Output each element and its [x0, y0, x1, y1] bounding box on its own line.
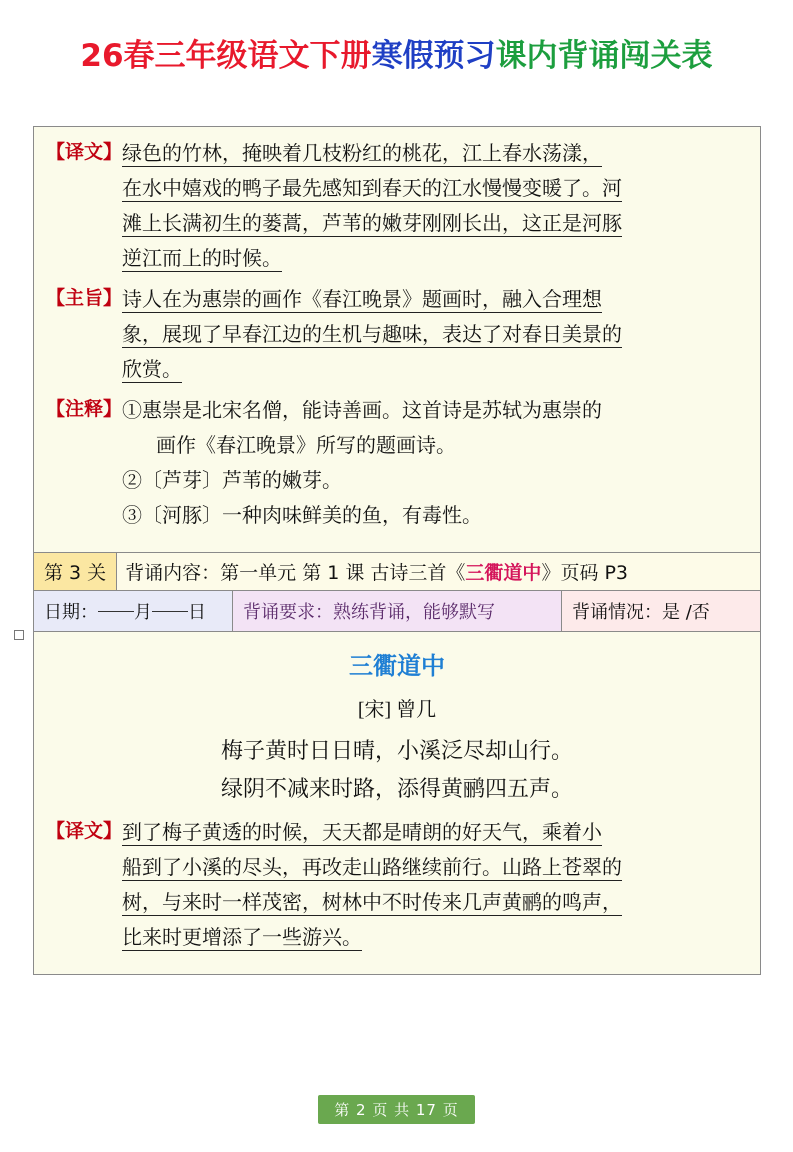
date-month-blank[interactable] [98, 611, 134, 612]
annotation-row [46, 394, 748, 534]
level-poem-name: 三衢道中 [465, 562, 542, 584]
annotation-line-3: ②〔芦芽〕芦苇的嫩芽。 [122, 470, 343, 492]
annotation-line-2: 画作《春江晚景》所写的题画诗。 [156, 435, 457, 457]
page-number-badge: 第 2 页 共 17 页 [318, 1095, 474, 1124]
theme-row [46, 283, 748, 388]
poem-translation-row [46, 816, 748, 956]
status-value[interactable]: 是 /否 [662, 602, 710, 623]
annotation-label: 【注释】 [46, 398, 123, 420]
level-tag: 第 3 关 [34, 553, 117, 590]
title-part-1: 26春三年级语文下册 [80, 38, 372, 74]
poem-section [34, 632, 760, 974]
page-title [0, 30, 793, 75]
requirement-label: 背诵要求： [243, 602, 333, 623]
date-cell[interactable] [34, 591, 233, 631]
info-row [34, 591, 760, 632]
title-part-3: 课内背诵闯关表 [495, 38, 713, 74]
requirement-value: 熟练背诵，能够默写 [333, 602, 495, 623]
poem-translation-line-1: 到了梅子黄透的时候，天天都是晴朗的好天气，乘着小 [122, 822, 603, 844]
title-part-2: 寒假预习 [371, 38, 496, 74]
notes-section [34, 127, 760, 552]
status-cell[interactable] [562, 591, 760, 631]
requirement-cell [233, 591, 562, 631]
poem-translation-label: 【译文】 [46, 820, 123, 842]
date-label: 日期： [44, 602, 98, 623]
margin-marker [14, 630, 24, 640]
translation-line-2: 在水中嬉戏的鸭子最先感知到春天的江水慢慢变暖了。河 [122, 178, 623, 200]
poem-line-2: 绿阴不减来时路，添得黄鹂四五声。 [220, 776, 573, 801]
theme-line-1: 诗人在为惠崇的画作《春江晚景》题画时，融入合理想 [122, 289, 603, 311]
annotation-text [122, 394, 748, 534]
translation-text [122, 137, 748, 277]
level-content [117, 553, 760, 590]
translation-line-1: 绿色的竹林，掩映着几枝粉红的桃花，江上春水荡漾， [122, 143, 603, 165]
poem-translation-text [122, 816, 748, 956]
annotation-line-1: ①惠崇是北宋名僧，能诗善画。这首诗是苏轼为惠崇的 [122, 400, 603, 422]
theme-label: 【主旨】 [46, 287, 123, 309]
translation-label: 【译文】 [46, 141, 123, 163]
poem-title: 三衢道中 [349, 651, 445, 680]
translation-line-3: 滩上长满初生的蒌蒿，芦苇的嫩芽刚刚长出，这正是河豚 [122, 213, 623, 235]
recitation-sheet [33, 126, 761, 975]
document-page [0, 30, 793, 1152]
footer [0, 1095, 793, 1124]
theme-line-3: 欣赏。 [122, 359, 183, 381]
annotation-line-4: ③〔河豚〕一种肉味鲜美的鱼，有毒性。 [122, 505, 483, 527]
translation-row [46, 137, 748, 277]
poem-translation-line-4: 比来时更增添了一些游兴。 [122, 927, 363, 949]
date-day-blank[interactable] [152, 611, 188, 612]
level-content-suffix: 》页码 P3 [541, 562, 629, 584]
level-row [34, 552, 760, 591]
poem-translation-line-3: 树，与来时一样茂密，树林中不时传来几声黄鹂的鸣声， [122, 892, 623, 914]
poem-translation-line-2: 船到了小溪的尽头，再改走山路继续前行。山路上苍翠的 [122, 857, 623, 879]
date-day-unit: 日 [188, 602, 206, 623]
translation-line-4: 逆江而上的时候。 [122, 248, 283, 270]
status-label: 背诵情况： [572, 602, 662, 623]
poem-author: [宋] 曾几 [357, 699, 437, 721]
date-month-unit: 月 [134, 602, 152, 623]
theme-text [122, 283, 748, 388]
poem-line-1: 梅子黄时日日晴，小溪泛尽却山行。 [220, 738, 573, 763]
level-content-prefix: 背诵内容：第一单元 第 1 课 古诗三首《 [125, 562, 466, 584]
theme-line-2: 象，展现了早春江边的生机与趣味，表达了对春日美景的 [122, 324, 623, 346]
